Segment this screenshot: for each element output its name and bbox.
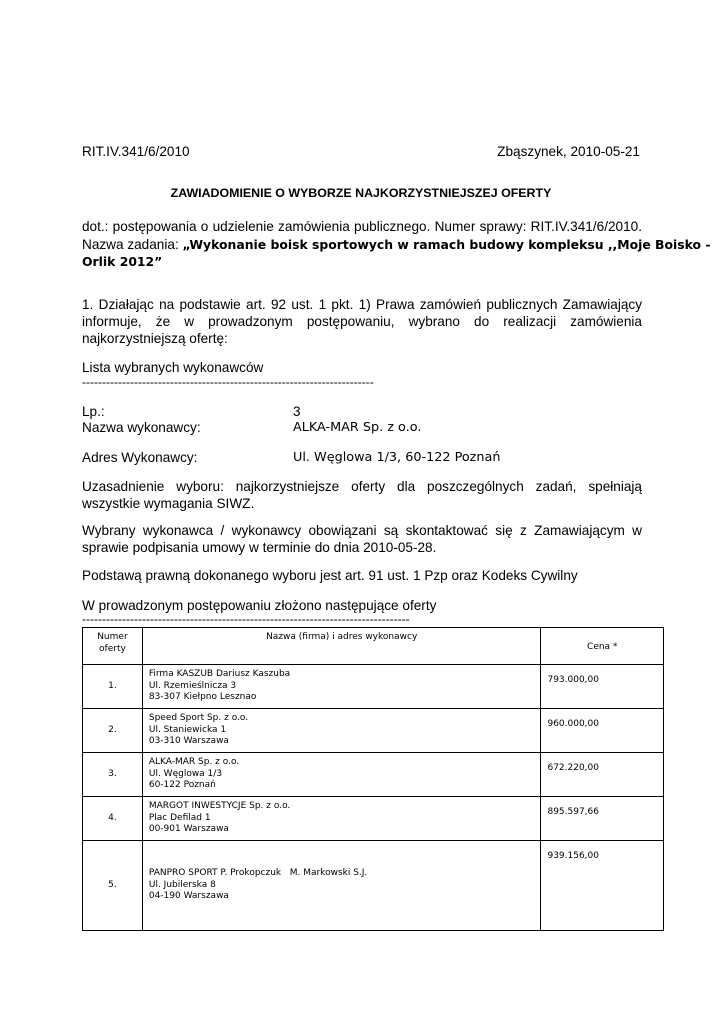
contractor-cell: MARGOT INWESTYCJE Sp. z o.o. Plac Defilad 1 00-901 Warszawa: [142, 797, 541, 841]
price-cell: 672.220,00: [541, 753, 664, 797]
task-name-bold-cont: Orlik 2012”: [82, 254, 163, 269]
lp-value: 3: [293, 404, 301, 419]
task-name-bold: „Wykonanie boisk sportowych w ramach budowy kompleksu ,,Moje Boisko -: [182, 237, 711, 252]
table-row: [83, 841, 664, 931]
contractor-cell: Firma KASZUB Dariusz Kaszuba Ul. Rzemieślnicza 3 83-307 Kiełpno Lesznao: [142, 665, 541, 709]
header-contractor: Nazwa (firma) i adres wykonawcy: [142, 628, 541, 665]
offers-separator: ----------------------------------------------------------------------------------: [82, 614, 410, 624]
price-cell: 895.597,66: [541, 797, 664, 841]
offer-number: 2.: [83, 709, 143, 753]
place-date: Zbąszynek, 2010-05-21: [497, 144, 640, 159]
legal-basis: Podstawą prawną dokonanego wyboru jest art. 91 ust. 1 Pzp oraz Kodeks Cywilny: [82, 568, 578, 583]
contractor-cell: PANPRO SPORT P. Prokopczuk M. Markowski S.J. Ul. Jubilerska 8 04-190 Warszawa: [142, 841, 541, 931]
header-offer-number: Numer oferty: [83, 628, 143, 665]
price-cell: 939.156,00: [541, 841, 664, 931]
table-header-row: [83, 628, 664, 665]
contractor-address-label: Adres Wykonawcy:: [82, 450, 198, 465]
offer-number: 3.: [83, 753, 143, 797]
contractor-cell: Speed Sport Sp. z o.o. Ul. Staniewicka 1 03-310 Warszawa: [142, 709, 541, 753]
contractor-address-value: Ul. Węglowa 1/3, 60-122 Poznań: [293, 450, 501, 465]
offer-number: 5.: [83, 841, 143, 931]
task-name-line: [82, 236, 711, 253]
dot-line1: dot.: postępowania o udzielenie zamówienia publicznego. Numer sprawy: RIT.IV.341/6/2010.: [82, 219, 642, 234]
header-row: [82, 143, 640, 160]
table-row: [83, 709, 664, 753]
offers-title: W prowadzonym postępowaniu złożono następujące oferty: [82, 598, 437, 613]
paragraph-1: 1. Działając na podstawie art. 92 ust. 1 pkt. 1) Prawa zamówień publicznych Zamawiający informuje, że w prowadzonym postępowaniu, wybrano do realizacji zamówienia najkorzystniejszą ofertę:: [82, 297, 642, 346]
document-title: ZAWIADOMIENIE O WYBORZE NAJKORZYSTNIEJSZEJ OFERTY: [170, 186, 552, 200]
header-price: Cena *: [541, 628, 664, 665]
table-row: [83, 665, 664, 709]
table-row: [83, 753, 664, 797]
offer-number: 4.: [83, 797, 143, 841]
offers-table: [82, 627, 664, 931]
separator-dashes: -------------------------------------------------------------------------: [82, 377, 374, 387]
justification-paragraph: Uzasadnienie wyboru: najkorzystniejsze oferty dla poszczególnych zadań, spełniają wszystkie wymagania SIWZ.: [82, 479, 642, 511]
contractor-name-label: Nazwa wykonawcy:: [82, 420, 201, 435]
contractor-cell: ALKA-MAR Sp. z o.o. Ul. Węglowa 1/3 60-122 Poznań: [142, 753, 541, 797]
selected-list-title: Lista wybranych wykonawców: [82, 360, 264, 375]
task-name-label: Nazwa zadania:: [82, 237, 183, 252]
price-cell: 793.000,00: [541, 665, 664, 709]
contractor-name-value: ALKA-MAR Sp. z o.o.: [293, 420, 422, 435]
table-row: [83, 797, 664, 841]
reference-number: RIT.IV.341/6/2010: [82, 144, 190, 159]
contact-paragraph: Wybrany wykonawca / wykonawcy obowiązani są skontaktować się z Zamawiającym w sprawie podpisania umowy w terminie do dnia 2010-05-28.: [82, 523, 642, 555]
lp-label: Lp.:: [82, 404, 105, 419]
price-cell: 960.000,00: [541, 709, 664, 753]
offer-number: 1.: [83, 665, 143, 709]
